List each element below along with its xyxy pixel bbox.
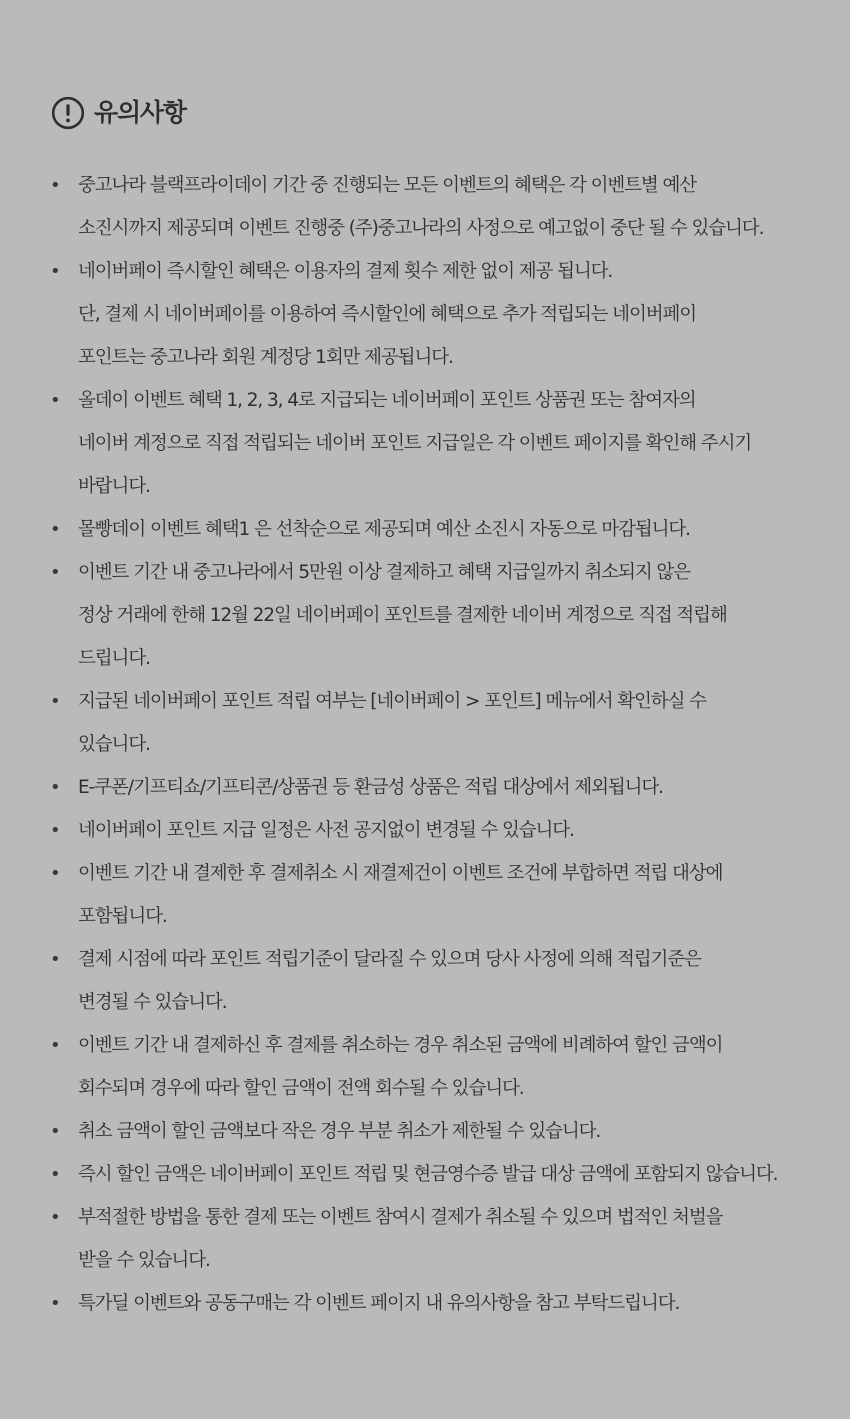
notice-list xyxy=(0,164,850,1325)
notice-item xyxy=(0,1110,850,1153)
notice-item-text: 결제 시점에 따라 포인트 적립기준이 달라질 수 있으며 당사 사정에 의해 적립기준은 xyxy=(78,949,701,970)
notice-item xyxy=(0,1282,850,1325)
notice-item xyxy=(0,551,850,680)
bullet-icon: • xyxy=(50,1293,61,1314)
notice-item xyxy=(0,938,850,1024)
notice-item-text: 바랍니다. xyxy=(78,476,150,497)
bullet-icon: • xyxy=(50,261,61,282)
notice-item-text: 특가딜 이벤트와 공동구매는 각 이벤트 페이지 내 유의사항을 참고 부탁드립니다. xyxy=(78,1293,680,1314)
notice-item-text: 부적절한 방법을 통한 결제 또는 이벤트 참여시 결제가 취소될 수 있으며 법적인 처벌을 xyxy=(78,1207,723,1228)
bullet-icon: • xyxy=(50,777,61,798)
notice-item xyxy=(0,508,850,551)
notice-item xyxy=(0,1153,850,1196)
bullet-icon: • xyxy=(50,1164,61,1185)
notice-item xyxy=(0,809,850,852)
notice-item-text: 받을 수 있습니다. xyxy=(78,1250,210,1271)
bullet-icon: • xyxy=(50,949,61,970)
notice-item xyxy=(0,250,850,379)
notice-item-text: 중고나라 블랙프라이데이 기간 중 진행되는 모든 이벤트의 혜택은 각 이벤트별 예산 xyxy=(78,175,697,196)
notice-item-text: 변경될 수 있습니다. xyxy=(78,992,227,1013)
exclamation-circle-icon xyxy=(51,96,85,130)
notice-item-text: 이벤트 기간 내 결제한 후 결제취소 시 재결제건이 이벤트 조건에 부합하면 적립 대상에 xyxy=(78,863,723,884)
bullet-icon: • xyxy=(50,390,61,411)
bullet-icon: • xyxy=(50,562,61,583)
notice-item-text: E-쿠폰/기프티쇼/기프티콘/상품권 등 환금성 상품은 적립 대상에서 제외됩니다. xyxy=(78,777,663,798)
notice-item-text: 올데이 이벤트 혜택 1, 2, 3, 4로 지급되는 네이버페이 포인트 상품권 또는 참여자의 xyxy=(78,390,696,411)
notice-item xyxy=(0,379,850,508)
notice-item xyxy=(0,852,850,938)
notice-item-text: 네이버 계정으로 직접 적립되는 네이버 포인트 지급일은 각 이벤트 페이지를 확인해 주시기 xyxy=(78,433,752,454)
notice-item-text: 이벤트 기간 내 결제하신 후 결제를 취소하는 경우 취소된 금액에 비례하여 할인 금액이 xyxy=(78,1035,723,1056)
notice-item xyxy=(0,680,850,766)
notice-item-text: 회수되며 경우에 따라 할인 금액이 전액 회수될 수 있습니다. xyxy=(78,1078,524,1099)
notice-item xyxy=(0,1196,850,1282)
notice-item-text: 취소 금액이 할인 금액보다 작은 경우 부분 취소가 제한될 수 있습니다. xyxy=(78,1121,601,1142)
notice-item-text: 단, 결제 시 네이버페이를 이용하여 즉시할인에 혜택으로 추가 적립되는 네이버페이 xyxy=(78,304,697,325)
bullet-icon: • xyxy=(50,175,61,196)
notice-item-text: 몰빵데이 이벤트 혜택1 은 선착순으로 제공되며 예산 소진시 자동으로 마감됩니다. xyxy=(78,519,690,540)
bullet-icon: • xyxy=(50,1121,61,1142)
bullet-icon: • xyxy=(50,863,61,884)
notice-item xyxy=(0,766,850,809)
notice-title: 유의사항 xyxy=(94,98,186,127)
notice-item-text: 드립니다. xyxy=(78,648,150,669)
bullet-icon: • xyxy=(50,691,61,712)
notice-item-text: 정상 거래에 한해 12월 22일 네이버페이 포인트를 결제한 네이버 계정으로 직접 적립해 xyxy=(78,605,727,626)
bullet-icon: • xyxy=(50,519,61,540)
notice-item-text: 있습니다. xyxy=(78,734,150,755)
notice-item-text: 소진시까지 제공되며 이벤트 진행중 (주)중고나라의 사정으로 예고없이 중단 될 수 있습니다. xyxy=(78,218,764,239)
notice-item xyxy=(0,164,850,250)
notice-item-text: 네이버페이 즉시할인 혜택은 이용자의 결제 횟수 제한 없이 제공 됩니다. xyxy=(78,261,613,282)
notice-item-text: 네이버페이 포인트 지급 일정은 사전 공지없이 변경될 수 있습니다. xyxy=(78,820,574,841)
notice-item-text: 포인트는 중고나라 회원 계정당 1회만 제공됩니다. xyxy=(78,347,453,368)
bullet-icon: • xyxy=(50,1035,61,1056)
notice-item-text: 이벤트 기간 내 중고나라에서 5만원 이상 결제하고 혜택 지급일까지 취소되지 않은 xyxy=(78,562,690,583)
notice-item-text: 즉시 할인 금액은 네이버페이 포인트 적립 및 현금영수증 발급 대상 금액에 포함되지 않습니다. xyxy=(78,1164,778,1185)
notice-item xyxy=(0,1024,850,1110)
bullet-icon: • xyxy=(50,820,61,841)
bullet-icon: • xyxy=(50,1207,61,1228)
notice-item-text: 지급된 네이버페이 포인트 적립 여부는 [네이버페이 > 포인트] 메뉴에서 확인하실 수 xyxy=(78,691,706,712)
notice-item-text: 포함됩니다. xyxy=(78,906,167,927)
notice-header xyxy=(51,94,850,132)
